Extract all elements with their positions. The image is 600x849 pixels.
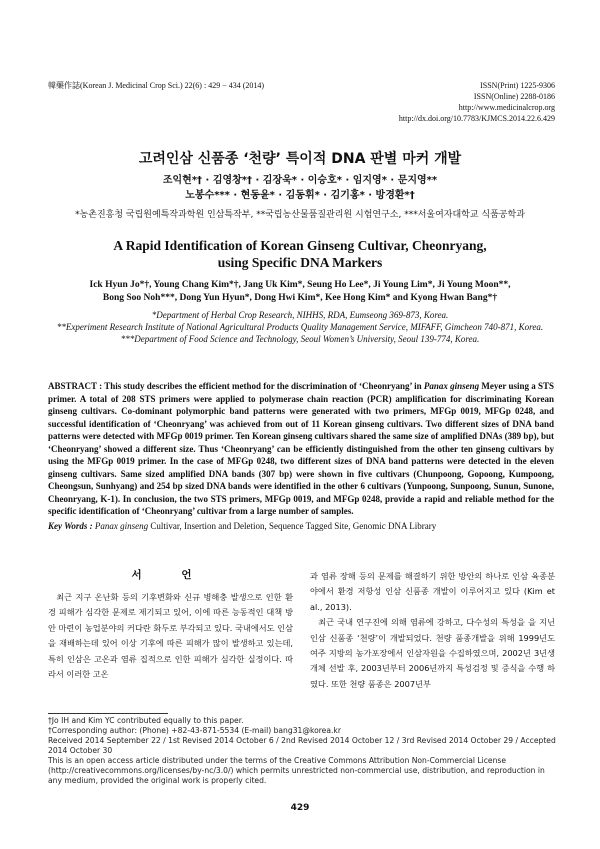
keywords-label: Key Words : [48,521,93,531]
journal-citation: 韓藥作誌(Korean J. Medicinal Crop Sci.) 22(6) : 429 − 434 (2014) [48,81,265,90]
affiliation-english-line: ***Department of Food Science and Technology, Seoul Women’s University, Seoul 139-774, Korea. [120,334,480,344]
authors-korean [0,173,600,203]
affiliation-english-line: **Experiment Research Institute of National Agricultural Products Quality Management Service, MIFAFF, Gimcheon 740-871, Korea. [56,322,544,332]
title-english-line: A Rapid Identification of Korean Ginseng Cultivar, Cheonryang, [113,238,487,253]
issn-block [399,80,555,124]
authors-english [40,279,560,305]
intro-paragraph: 과 염류 장해 등의 문제를 해결하기 위한 방안의 하나로 인삼 육종분야에서 환경 저항성 인삼 신품종 개발이 이루어지고 있다 (Kim et al., 2013). [310,571,555,612]
footnote-equal-contribution: †Jo IH and Kim YC contributed equally to this paper. [48,716,244,725]
authors-english-line: Bong Soo Noh***, Dong Yun Hyun*, Dong Hwi Kim*, Kee Hong Kim* and Kyong Hwan Bang*† [102,293,498,303]
authors-english-line: Ick Hyun Jo*†, Young Chang Kim*†, Jang Uk Kim*, Seung Ho Lee*, Ji Young Lim*, Ji Young Moon**, [89,280,511,290]
footnote-received-dates: Received 2014 September 22 / 1st Revised 2014 October 6 / 2nd Revised 2014 October 12 / 3rd Revised 2014 October 29 / Accepted 2014 October 30 [48,736,556,755]
affiliation-english [48,309,552,345]
abstract-text: Meyer using a STS primer. A total of 208 STS primers were applied to polymerase chain reaction (PCR) amplification for discriminating Korean ginseng cultivars. Co-dominant polymorphic band patterns were generated with two primers, MFGp 0019, MFGp 0248, and successful identification of ‘Cheonryang’ was achieved from out of 11 Korean ginseng cultivars. Two different sizes of DNA band patterns were detected with MFGp 0019 primer. Ten Korean ginseng cultivars shared the same size of amplified DNAs (389 bp), but ‘Cheonryang’ showed a different size. Thus ‘Cheonryang’ can be efficiently distinguished from the other ten ginseng cultivars by using the MFGp 0019 primer. In the case of MFGp 0248, two different sizes of DNA band patterns were detected in the eleven ginseng cultivars. Same sized amplified DNA bands (307 bp) were shown in five cultivars (Chunpoong, Gopoong, Kumpoong, Cheongsun, Sunhyang) and 254 bp sized DNA bands were identified in the other 6 cultivars (Yunpoong, Sunpoong, Sunun, Sunone, Cheonryang, K-1). In conclusion, the two STS primers, MFGp 0019, and MFGp 0248, provide a rapid and reliable method for the specific identification of ‘Cheonryang’ cultivar from a large number of samples. [48,381,555,516]
intro-right-column [310,569,555,692]
authors-korean-line: 조익현*† · 김영창*† · 김장욱* · 이승호* · 임지영* · 문지영** [162,175,438,186]
species-name: Panax ginseng [423,381,480,391]
intro-paragraph: 최근 국내 연구진에 의해 염류에 강하고, 다수성의 특성을 을 지닌 인삼 신품종 ‘천량’이 개발되었다. 천량 품종개발을 위해 1999년도 여주 지방의 농가포장에서 인삼자원을 수집하였으며, 2002년 3년생 개체 선발 후, 2003년부터 2006년까지 특성검정 및 증식을 수행 하였다. 또한 천량 품종은 2007년부 [310,617,555,689]
title-korean: 고려인삼 신품종 ‘천량’ 특이적 DNA 판별 마커 개발 [138,151,462,167]
section-heading-introduction: 서 언 [131,569,210,581]
keywords [48,520,554,532]
abstract-label: ABSTRACT : [48,381,103,391]
journal-url[interactable]: http://www.medicinalcrop.org [458,103,555,112]
footnote-license: This is an open access article distributed under the terms of the Creative Commons Attribution Non-Commercial License (http://creativecommons.org/licenses/by-nc/3.0/) which permits unrestricted non-commercial use, distribution, and reproduction in any medium, provided the original work is properly cited. [48,756,545,785]
abstract [48,380,554,518]
affiliation-korean: *농촌진흥청 국립원예특작과학원 인삼특작부, **국립농산물품질관리원 시험연구소, ***서울여자대학교 식품공학과 [75,210,525,220]
footnote-divider [48,713,168,714]
affiliation-english-line: *Department of Herbal Crop Research, NIHHS, RDA, Eumseong 369-873, Korea. [151,310,449,320]
species-name: Panax ginseng [94,521,149,531]
authors-korean-line: 노봉수*** · 현동윤* · 김동휘* · 김기홍* · 방경환*† [185,190,415,201]
abstract-text: This study describes the efficient method for the discrimination of ‘Cheonryang’ in [102,381,424,391]
page-number: 429 [290,803,310,813]
keywords-text: Cultivar, Insertion and Deletion, Sequence Tagged Site, Genomic DNA Library [148,521,437,531]
title-english-line: using Specific DNA Markers [217,255,383,270]
intro-left-column: 최근 지구 온난화 등의 기후변화와 신규 병해충 발생으로 인한 환경 피해가 심각한 문제로 제기되고 있어, 이에 따른 능동적인 대책 방안 마련이 농업분야의 커다란 화두로 부각되고 있다. 국내에서도 인삼을 재배하는데 있어 이상 기후에 따른 피해가 많이 발생하고 있는데, 특히 인삼은 고온과 염류 집적으로 인한 피해가 심각한 실정이다. 따라서 이러한 고온 [48,592,293,680]
issn-online: ISSN(Online) 2288-0186 [473,92,555,101]
footnotes [48,716,558,786]
doi-link[interactable]: http://dx.doi.org/10.7783/KJMCS.2014.22.6.429 [398,114,555,123]
title-english [0,237,600,271]
footnote-corresponding-author: †Corresponding author: (Phone) +82-43-871-5534 (E-mail) bang31@korea.kr [48,726,341,735]
issn-print: ISSN(Print) 1225-9306 [480,81,555,90]
